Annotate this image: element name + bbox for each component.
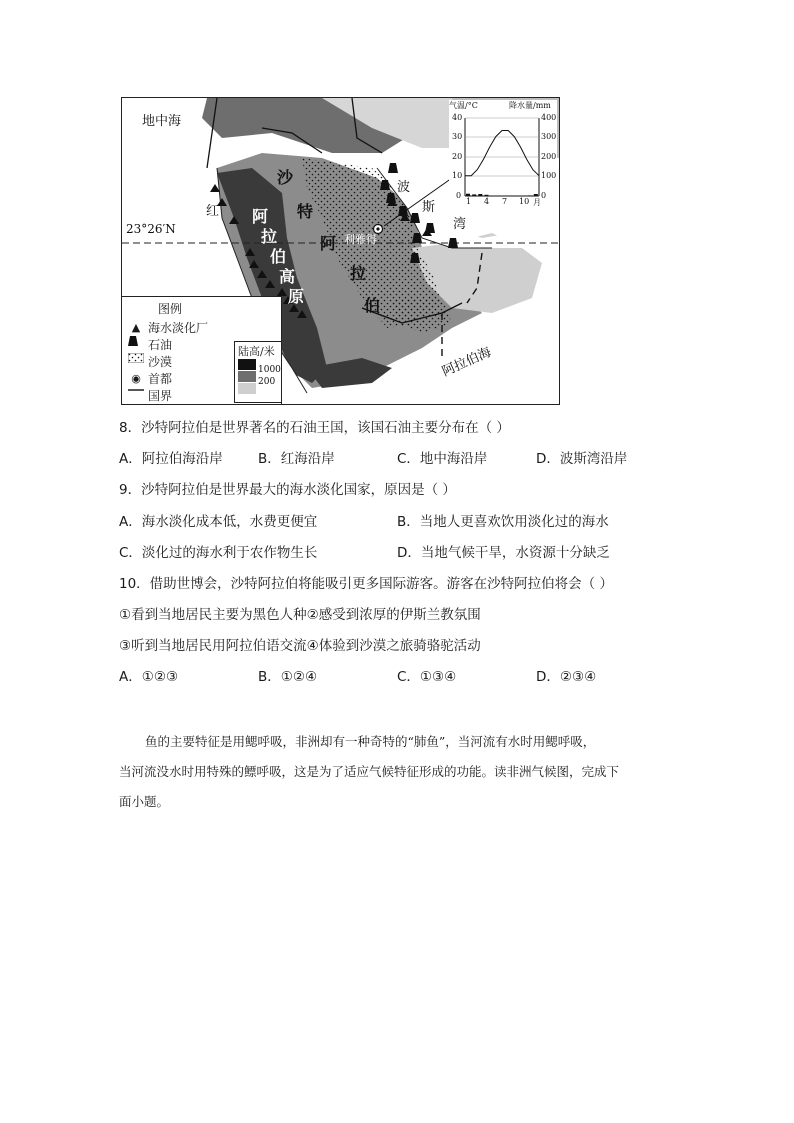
q10-option-b[interactable]: B．①②④ bbox=[258, 669, 318, 685]
question-8: 8．沙特阿拉伯是世界著名的石油王国，该国石油主要分布在（ ） bbox=[119, 420, 510, 436]
month-tick: 1 bbox=[466, 197, 472, 206]
question-10: 10．借助世博会，沙特阿拉伯将能吸引更多国际游客。游客在沙特阿拉伯将会（ ） bbox=[119, 576, 613, 592]
label-plateau-5: 原 bbox=[288, 287, 305, 306]
label-persian-2: 斯 bbox=[422, 200, 436, 215]
precip-tick: 0 bbox=[541, 191, 547, 200]
precip-tick: 100 bbox=[541, 171, 557, 180]
legend-label: 国界 bbox=[148, 389, 173, 403]
temp-tick: 0 bbox=[456, 191, 462, 200]
passage-line-3: 面小题。 bbox=[119, 794, 170, 809]
saudi-arabia-map bbox=[121, 97, 560, 405]
q10-option-a[interactable]: A．①②③ bbox=[119, 669, 179, 685]
precip-tick: 200 bbox=[541, 152, 557, 161]
climate-temp-label: 气温/°C bbox=[449, 101, 478, 110]
climate-chart bbox=[449, 100, 557, 206]
label-red-sea-1: 红 bbox=[206, 204, 220, 219]
legend-label: 石油 bbox=[148, 338, 173, 352]
label-bo: 伯 bbox=[364, 296, 381, 315]
label-capital: 利雅得 bbox=[344, 233, 377, 246]
month-tick: 4 bbox=[484, 197, 490, 206]
precip-tick: 400 bbox=[541, 113, 557, 122]
passage-line-2: 当河流没水时用特殊的鳔呼吸，这是为了适应气候特征形成的功能。读非洲气候图，完成下 bbox=[119, 764, 620, 779]
temp-tick: 20 bbox=[452, 152, 463, 161]
capital-icon: ◉ bbox=[131, 372, 141, 385]
q10-statements-2: ③听到当地居民用阿拉伯语交流④体验到沙漠之旅骑骆驼活动 bbox=[119, 638, 481, 654]
label-plateau-4: 高 bbox=[279, 267, 296, 286]
label-te: 特 bbox=[297, 202, 314, 221]
month-tick: 月 bbox=[533, 198, 541, 207]
label-plateau-3: 伯 bbox=[270, 247, 287, 266]
month-tick: 10 bbox=[519, 197, 530, 206]
label-la: 拉 bbox=[350, 264, 367, 283]
precip-bar bbox=[478, 194, 482, 196]
elev-swatch-high bbox=[238, 359, 256, 370]
q8-option-b[interactable]: B．红海沿岸 bbox=[258, 451, 335, 467]
elev-swatch-mid bbox=[238, 371, 256, 382]
q8-option-d[interactable]: D．波斯湾沿岸 bbox=[536, 451, 628, 467]
question-9: 9．沙特阿拉伯是世界最大的海水淡化国家，原因是（ ） bbox=[119, 482, 456, 498]
triangle-icon: ▲ bbox=[131, 321, 141, 334]
legend-label: 海水淡化厂 bbox=[148, 321, 209, 335]
legend-item-capital bbox=[128, 370, 172, 387]
elev-level-1000: 1000 bbox=[258, 365, 281, 375]
legend-item-desalination bbox=[128, 319, 208, 336]
climate-precip-label: 降水量/mm bbox=[509, 101, 551, 110]
legend-item-desert bbox=[128, 353, 172, 370]
q8-option-c[interactable]: C．地中海沿岸 bbox=[397, 451, 488, 467]
label-sha: 沙 bbox=[277, 168, 294, 187]
elev-swatch-low bbox=[238, 383, 256, 394]
label-arabian-sea: 阿拉伯海 bbox=[440, 344, 494, 380]
legend-item-oil bbox=[128, 336, 172, 353]
q9-option-b[interactable]: B．当地人更喜欢饮用淡化过的海水 bbox=[397, 514, 609, 530]
elevation-title: 陆高/米 bbox=[238, 345, 275, 358]
q10-option-d[interactable]: D．②③④ bbox=[536, 669, 597, 685]
legend-label: 首都 bbox=[148, 372, 173, 386]
q10-statements-1: ①看到当地居民主要为黑色人种②感受到浓厚的伊斯兰教氛围 bbox=[119, 607, 481, 623]
label-plateau-1: 阿 bbox=[252, 207, 269, 226]
label-persian-1: 波 bbox=[397, 180, 411, 195]
precip-bar bbox=[534, 194, 538, 196]
precip-bar bbox=[528, 195, 532, 196]
passage-line-1: 鱼的主要特征是用鳃呼吸，非洲却有一种奇特的“肺鱼”，当河流有水时用鳃呼吸， bbox=[145, 734, 596, 749]
precip-bar bbox=[485, 195, 489, 196]
temp-tick: 40 bbox=[452, 113, 463, 122]
month-tick: 7 bbox=[502, 197, 508, 206]
q8-option-a[interactable]: A．阿拉伯海沿岸 bbox=[119, 451, 223, 467]
label-persian-3: 湾 bbox=[453, 217, 467, 232]
temp-tick: 30 bbox=[452, 132, 463, 141]
legend-item-border bbox=[128, 387, 172, 404]
q9-option-d[interactable]: D．当地气候干旱，水资源十分缺乏 bbox=[397, 545, 610, 561]
label-latitude: 23°26′N bbox=[126, 222, 176, 236]
temp-tick: 10 bbox=[452, 171, 463, 180]
legend-label: 沙漠 bbox=[148, 355, 173, 369]
precip-tick: 300 bbox=[541, 132, 557, 141]
label-a: 阿 bbox=[320, 234, 337, 253]
elev-level-200: 200 bbox=[258, 377, 276, 387]
elevation-legend bbox=[234, 341, 282, 403]
q9-option-c[interactable]: C．淡化过的海水利于农作物生长 bbox=[119, 545, 318, 561]
precip-bar bbox=[466, 194, 470, 196]
q9-option-a[interactable]: A．海水淡化成本低，水费更便宜 bbox=[119, 514, 318, 530]
label-plateau-2: 拉 bbox=[261, 227, 278, 246]
label-mediterranean: 地中海 bbox=[142, 114, 182, 129]
precip-bar bbox=[472, 194, 476, 196]
q10-option-c[interactable]: C．①③④ bbox=[397, 669, 457, 685]
legend-title: 图例 bbox=[158, 302, 183, 316]
